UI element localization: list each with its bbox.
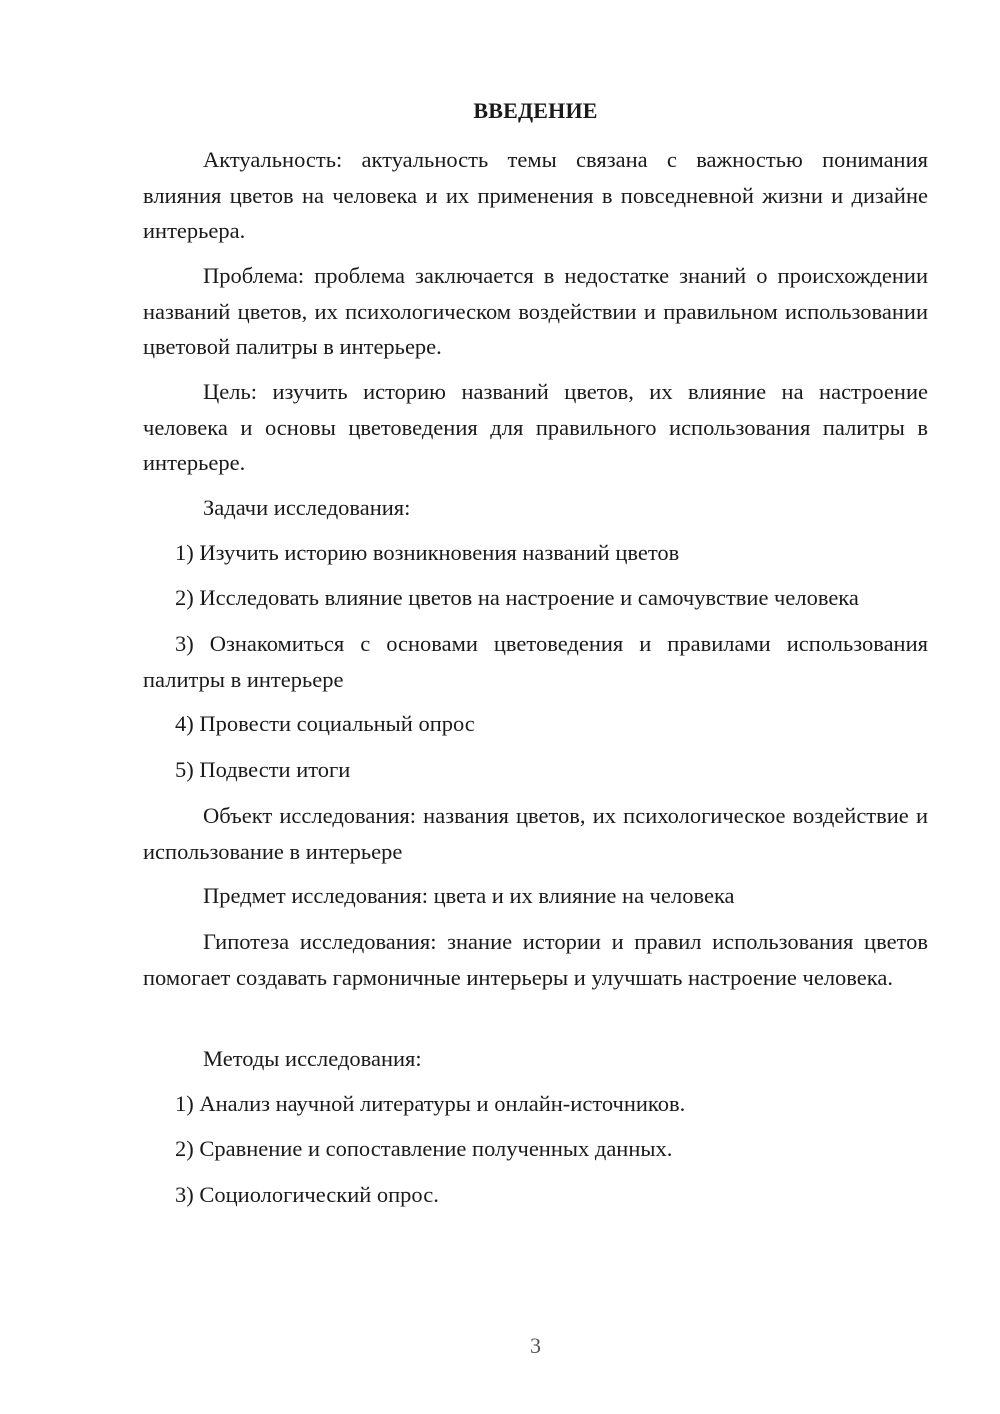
list-item-task-3: 3) Ознакомиться с основами цветоведения и правилами использования палитры в интерьере xyxy=(143,631,928,692)
list-item-task-4: 4) Провести социальный опрос xyxy=(175,711,475,736)
paragraph-methods-heading: Методы исследования: xyxy=(203,1046,422,1071)
list-item-method-2: 2) Сравнение и сопоставление полученных данных. xyxy=(175,1136,673,1161)
list-item-method-3: 3) Социологический опрос. xyxy=(175,1182,439,1207)
paragraph-tasks-heading: Задачи исследования: xyxy=(203,495,411,520)
paragraph-hypothesis: Гипотеза исследования: знание истории и правил использования цветов помогает создавать гармоничные интерьеры и улучшать настроение человека. xyxy=(143,929,928,990)
list-item-task-2: 2) Исследовать влияние цветов на настроение и самочувствие человека xyxy=(175,585,859,610)
paragraph-relevance: Актуальность: актуальность темы связана с важностью понимания влияния цветов на человека и их применения в повседневной жизни и дизайне интерьера. xyxy=(143,147,928,243)
page-number: 3 xyxy=(530,1333,541,1358)
document-page xyxy=(143,0,928,1414)
paragraph-problem: Проблема: проблема заключается в недостатке знаний о происхождении названий цветов, их психологическом воздействии и правильном использовании цветовой палитры в интерьере. xyxy=(143,263,928,359)
list-item-task-5: 5) Подвести итоги xyxy=(175,757,351,782)
list-item-method-1: 1) Анализ научной литературы и онлайн-источников. xyxy=(175,1091,686,1116)
paragraph-subject: Предмет исследования: цвета и их влияние на человека xyxy=(203,883,735,908)
paragraph-goal: Цель: изучить историю названий цветов, их влияние на настроение человека и основы цветоведения для правильного использования палитры в интерьере. xyxy=(143,379,928,475)
section-title: ВВЕДЕНИЕ xyxy=(473,98,598,123)
list-item-task-1: 1) Изучить историю возникновения названий цветов xyxy=(175,540,680,565)
paragraph-object: Объект исследования: названия цветов, их психологическое воздействие и использование в интерьере xyxy=(143,803,928,864)
